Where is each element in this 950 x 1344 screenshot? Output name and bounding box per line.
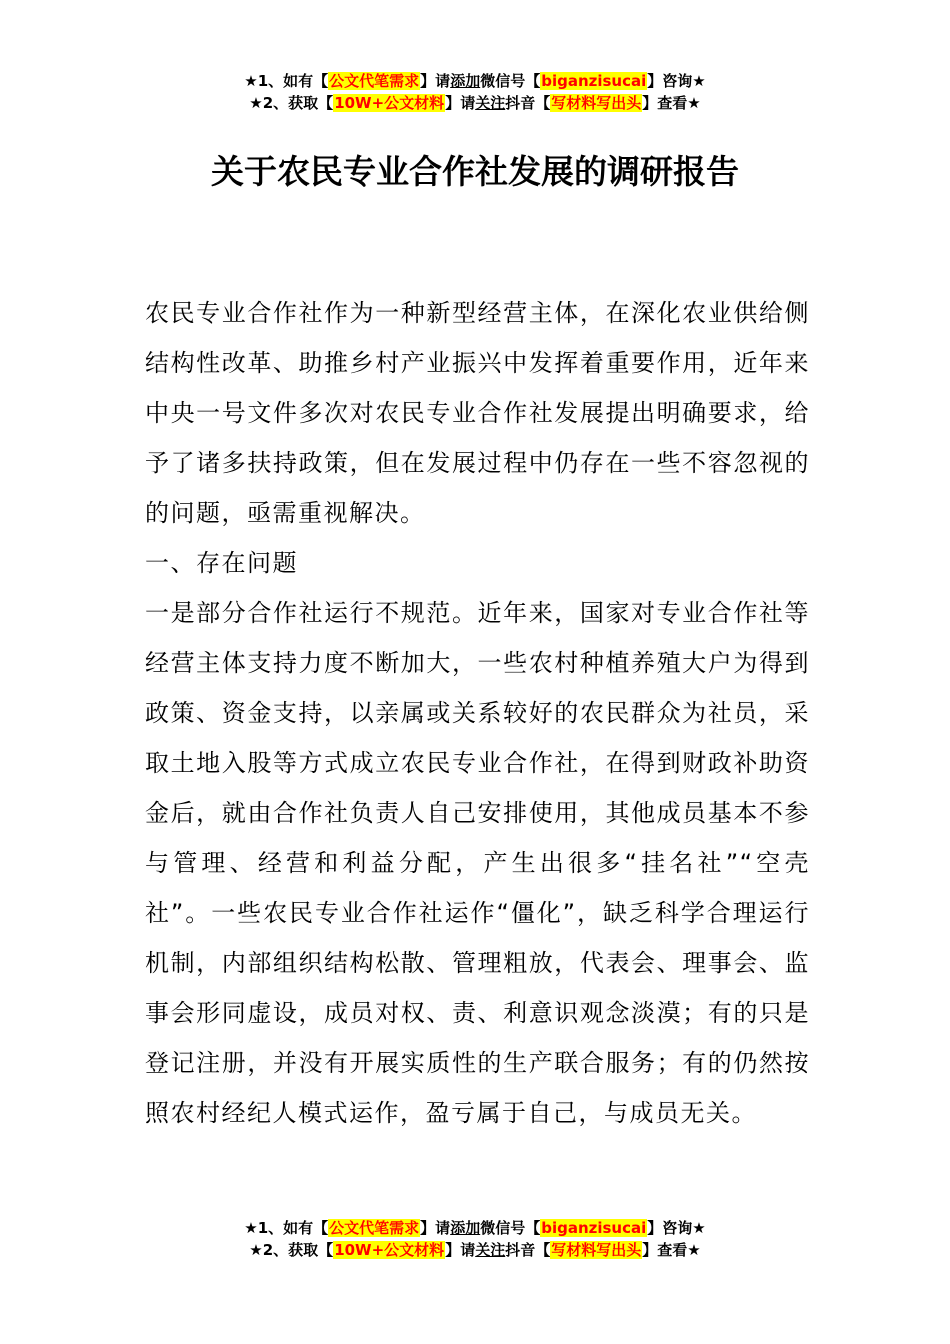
banner-line-1-emph: 添加 xyxy=(450,1219,481,1237)
banner-line-1-mid-2: 微信号【 xyxy=(480,72,541,90)
banner-line-1-highlight-1: 公文代笔需求 xyxy=(329,72,420,90)
bottom-banner xyxy=(0,1217,950,1261)
banner-line-1-prefix: ★1、如有【 xyxy=(244,1219,329,1237)
banner-line-2-prefix: ★2、获取【 xyxy=(249,94,334,112)
banner-line-1-highlight-2: biganzisucai xyxy=(541,1219,647,1237)
banner-line-2-highlight-1: 10W+公文材料 xyxy=(334,1241,445,1259)
banner-line-1-prefix: ★1、如有【 xyxy=(244,72,329,90)
banner-line-2-highlight-2: 写材料写出头 xyxy=(551,1241,642,1259)
section-heading: 一、存在问题 xyxy=(145,549,298,577)
banner-line-2-highlight-2: 写材料写出头 xyxy=(551,94,642,112)
banner-line-2-suffix: 】查看★ xyxy=(642,94,701,112)
banner-line-2-emph: 关注 xyxy=(475,94,506,112)
document-title: 关于农民专业合作社发展的调研报告 xyxy=(211,152,739,191)
banner-line-1-highlight-2: biganzisucai xyxy=(541,72,647,90)
banner-line-1-highlight-1: 公文代笔需求 xyxy=(329,1219,420,1237)
banner-line-1 xyxy=(0,70,950,92)
banner-line-1-mid-1: 】请 xyxy=(420,1219,451,1237)
banner-line-1-mid-1: 】请 xyxy=(420,72,451,90)
banner-line-1-suffix: 】咨询★ xyxy=(647,72,706,90)
banner-line-2-mid-1: 】请 xyxy=(445,1241,476,1259)
banner-line-2-highlight-1: 10W+公文材料 xyxy=(334,94,445,112)
banner-line-1 xyxy=(0,1217,950,1239)
paragraph-issue-1: 一是部分合作社运行不规范。近年来，国家对专业合作社等经营主体支持力度不断加大，一些农村种植养殖大户为得到政策、资金支持，以亲属或关系较好的农民群众为社员，采取土地入股等方式成立农民专业合作社，在得到财政补助资金后，就由合作社负责人自己安排使用，其他成员基本不参与管理、经营和利益分配，产生出很多“挂名社”“空壳社”。一些农民专业合作社运作“僵化”，缺乏科学合理运行机制，内部组织结构松散、管理粗放，代表会、理事会、监事会形同虚设，成员对权、责、利意识观念淡漠；有的只是登记注册，并没有开展实质性的生产联合服务；有的仍然按照农村经纪人模式运作，盈亏属于自己，与成员无关。 xyxy=(145,599,810,1127)
paragraph-intro: 农民专业合作社作为一种新型经营主体，在深化农业供给侧结构性改革、助推乡村产业振兴中发挥着重要作用，近年来中央一号文件多次对农民专业合作社发展提出明确要求，给予了诸多扶持政策，但在发展过程中仍存在一些不容忽视的的问题，亟需重视解决。 xyxy=(145,299,810,527)
banner-line-2-mid-2: 抖音【 xyxy=(505,1241,551,1259)
banner-line-2 xyxy=(0,92,950,114)
banner-line-2 xyxy=(0,1239,950,1261)
banner-line-1-suffix: 】咨询★ xyxy=(647,1219,706,1237)
banner-line-2-mid-1: 】请 xyxy=(445,94,476,112)
top-banner xyxy=(0,70,950,114)
banner-line-2-mid-2: 抖音【 xyxy=(505,94,551,112)
banner-line-2-emph: 关注 xyxy=(475,1241,506,1259)
banner-line-1-mid-2: 微信号【 xyxy=(480,1219,541,1237)
banner-line-2-prefix: ★2、获取【 xyxy=(249,1241,334,1259)
banner-line-2-suffix: 】查看★ xyxy=(642,1241,701,1259)
banner-line-1-emph: 添加 xyxy=(450,72,481,90)
document-body xyxy=(145,288,810,1138)
